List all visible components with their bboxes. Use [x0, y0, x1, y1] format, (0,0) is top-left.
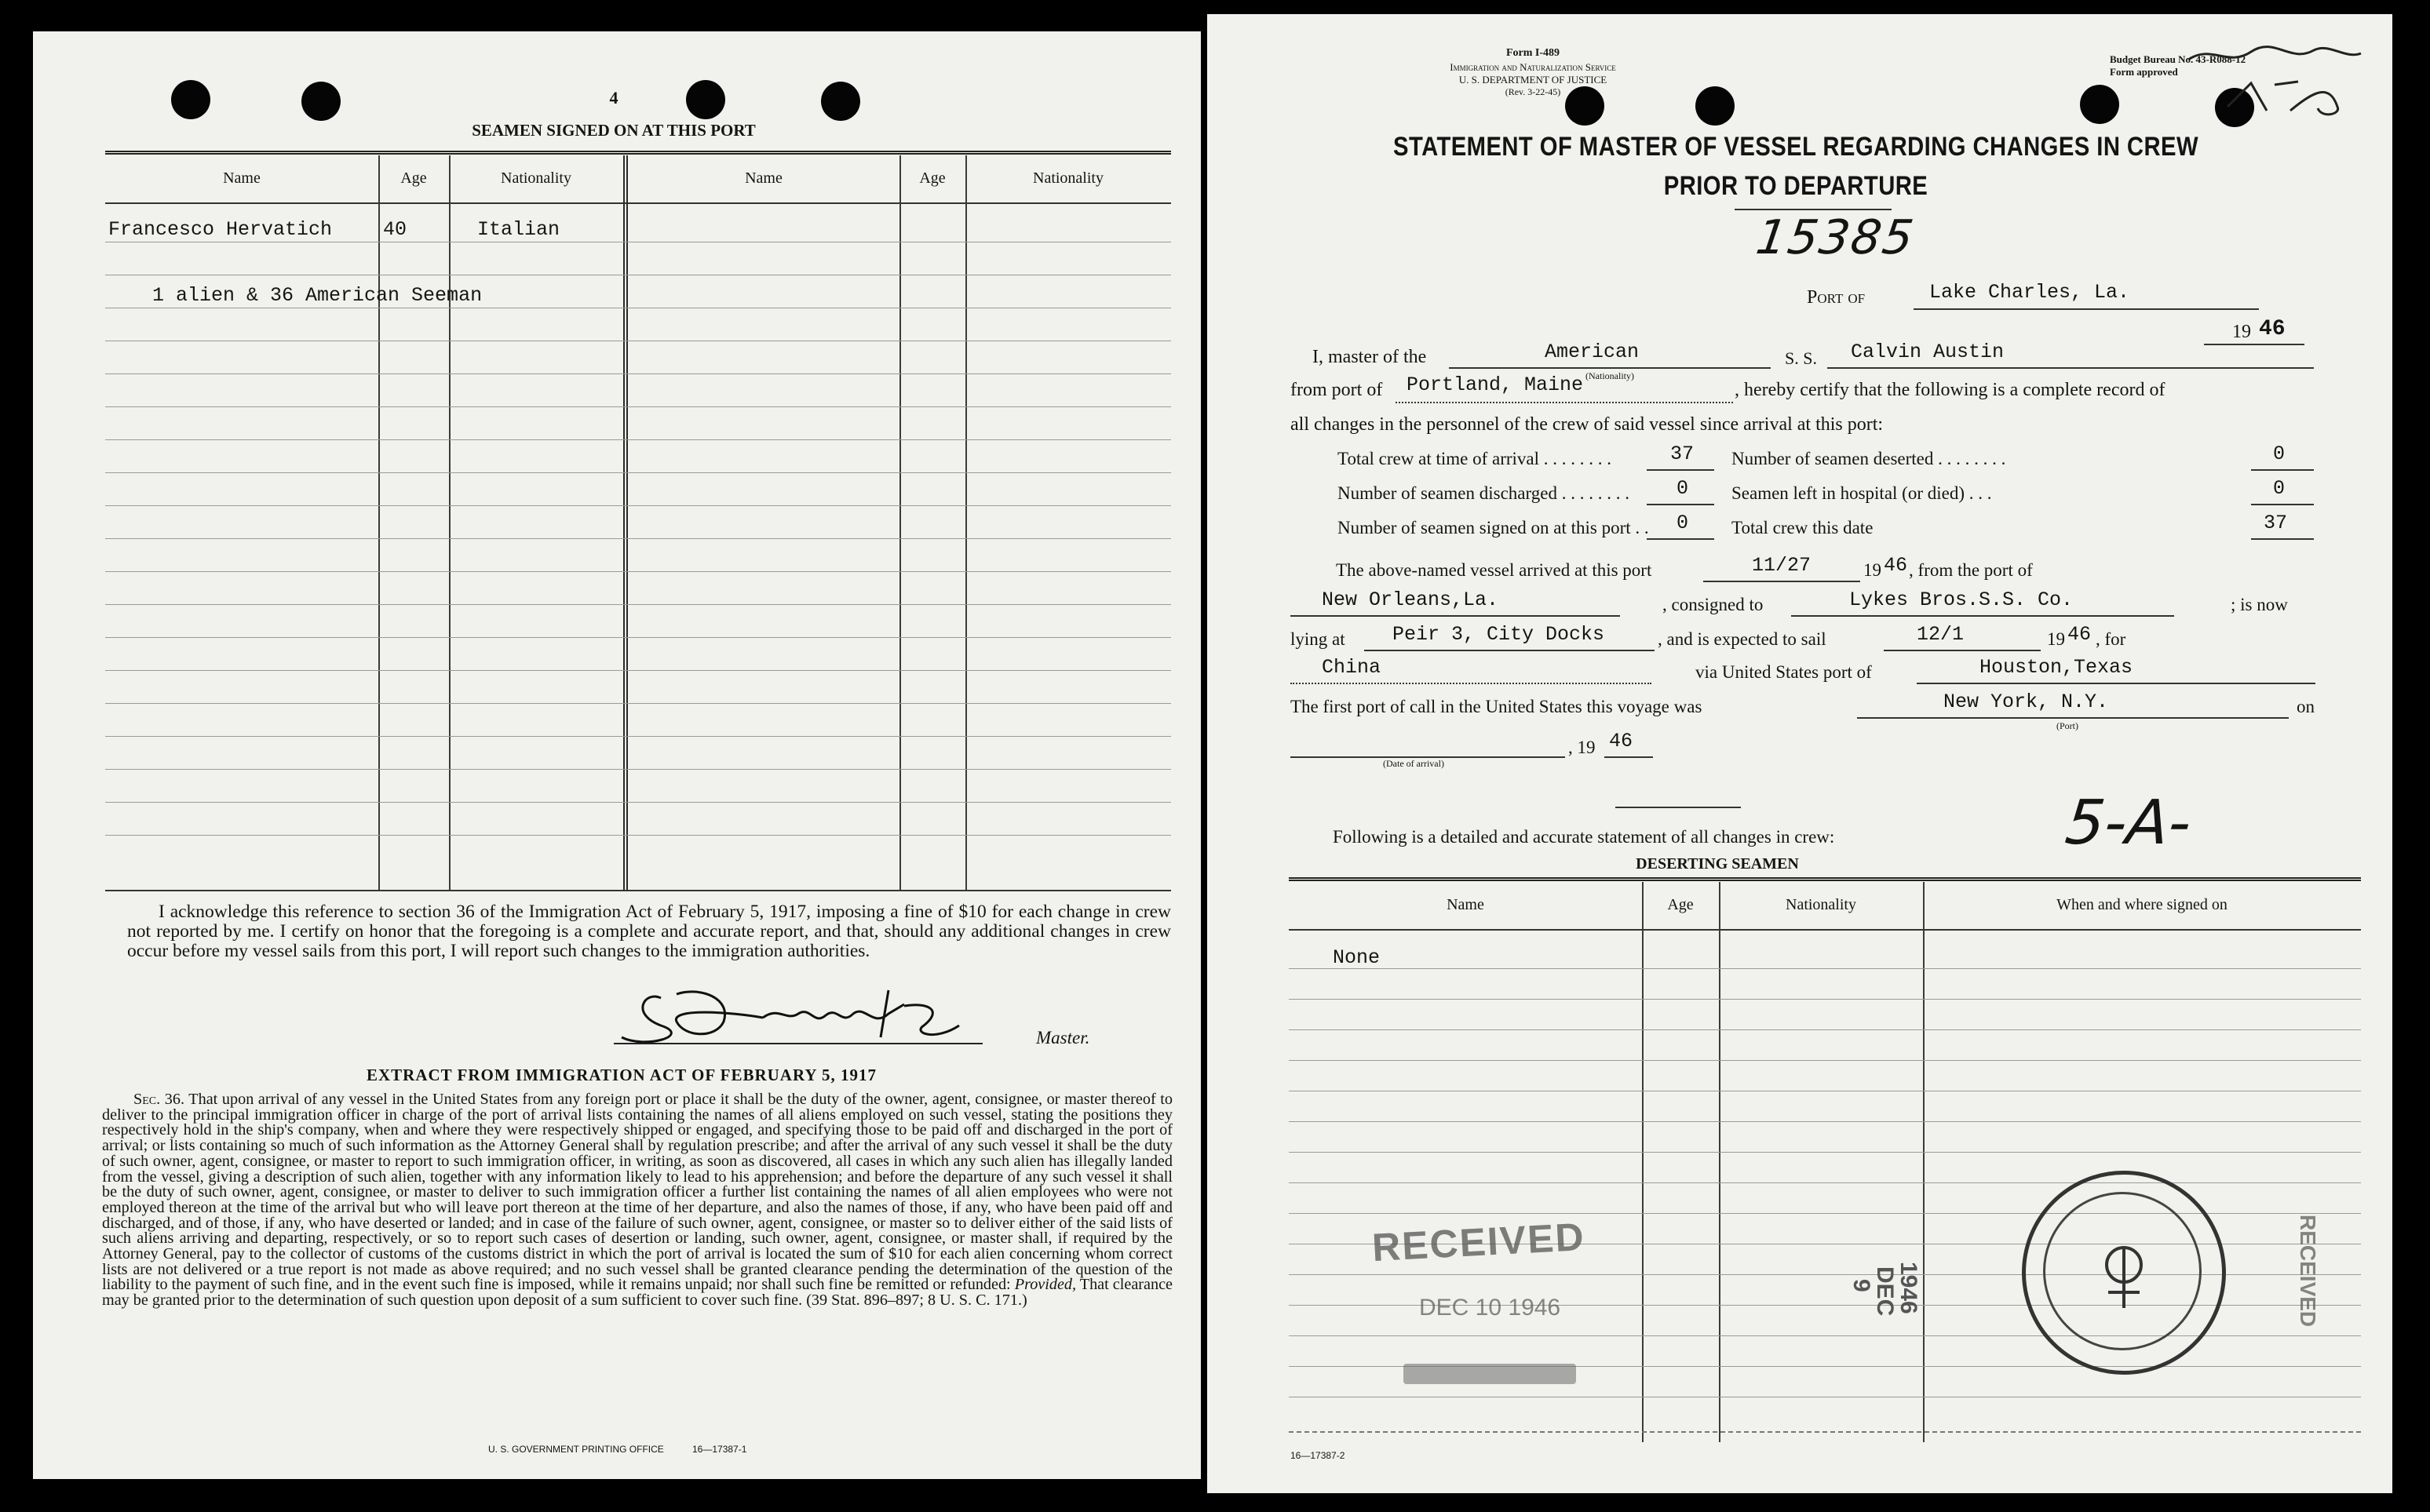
row-rule [1289, 1029, 2361, 1030]
acknowledgment: I acknowledge this reference to section 36 of the Immigration Act of February 5, 1917, imposing a fine of $10 for each change in crew not reported by me. I certify on honor that the foregoing is a complete and accurate report, and that, should any additional changes in crew occur before my vessel sails from this port, I will report such changes to the immigration authorities. [127, 902, 1171, 961]
stat-underline [1647, 469, 1714, 471]
table-header-rule [105, 202, 1171, 204]
column-divider [965, 155, 967, 890]
circular-stamp [2022, 1171, 2226, 1375]
col-header-name: Name [223, 169, 261, 187]
from-port-of-label: , from the port of [1909, 560, 2033, 580]
row-rule [105, 835, 1171, 836]
stat-underline [1647, 504, 1714, 505]
column-divider [899, 155, 901, 890]
form-subtitle: PRIOR TO DEPARTURE [1663, 171, 1928, 201]
from-port-value: Portland, Maine [1407, 373, 1584, 396]
bottom-rule [1289, 1431, 2361, 1433]
row-rule [1289, 999, 2361, 1000]
printing-office: U. S. GOVERNMENT PRINTING OFFICE [488, 1444, 664, 1455]
handwritten-code: 5-A- [2062, 788, 2195, 858]
stat-label: Total crew this date [1731, 518, 1874, 537]
seaman-name: Francesco Hervatich [108, 218, 333, 241]
stat-label: Number of seamen signed on at this port . . [1337, 518, 1649, 537]
port-value: Lake Charles, La. [1929, 281, 2130, 304]
year-prefix: 19 [2232, 322, 2251, 342]
section-rule [1615, 807, 1741, 808]
arrived-underline [1703, 581, 1860, 582]
column-divider [1642, 882, 1644, 1442]
col-header-age: Age [919, 169, 946, 187]
date-arrival-caption: (Date of arrival) [1383, 758, 1444, 769]
row-rule [105, 637, 1171, 638]
left-page [33, 31, 1201, 1479]
row-rule [105, 571, 1171, 572]
year-underline [2204, 344, 2304, 345]
punch-hole [686, 80, 725, 119]
master-label: Master. [1036, 1028, 1090, 1047]
seaman-age: 40 [383, 218, 407, 241]
consigned-label: , consigned to [1662, 595, 1764, 614]
table-bottom-rule [105, 890, 1171, 891]
column-divider [623, 155, 628, 890]
following-text: Following is a detailed and accurate statement of all changes in crew: [1333, 827, 1835, 847]
print-code: 16—17387-2 [1290, 1450, 1345, 1461]
desert-table-header-rule [1289, 929, 2361, 931]
lying-value: Peir 3, City Docks [1392, 623, 1605, 646]
arrived-date: 11/27 [1752, 554, 1812, 577]
desert-col-nationality: Nationality [1786, 896, 1856, 913]
is-now-label: ; is now [2231, 595, 2288, 614]
department: U. S. DEPARTMENT OF JUSTICE [1458, 74, 1607, 86]
stat-underline [2251, 538, 2314, 540]
stat-underline [1647, 538, 1714, 540]
row-rule [1289, 1060, 2361, 1061]
consignee-underline [1791, 615, 2174, 617]
lying-underline [1364, 650, 1655, 651]
ss-label: S. S. [1785, 348, 1817, 368]
column-divider [378, 155, 380, 890]
extract-title: EXTRACT FROM IMMIGRATION ACT OF FEBRUARY 5, 1917 [366, 1066, 878, 1084]
row-rule [105, 538, 1171, 539]
vessel-name: Calvin Austin [1851, 341, 2005, 363]
desert-col-age: Age [1667, 896, 1694, 913]
port-label: Port of [1807, 287, 1866, 308]
stat-value: 37 [2264, 512, 2288, 534]
first-port-underline [1857, 717, 2289, 719]
stat-value: 0 [1677, 512, 1689, 534]
origin-underline [1290, 615, 1620, 617]
first-year: 46 [1609, 730, 1633, 752]
row-rule [105, 703, 1171, 704]
revision: (Rev. 3-22-45) [1505, 86, 1561, 97]
desert-table-top [1289, 877, 2361, 881]
desert-col-name: Name [1447, 896, 1484, 913]
stat-label: Seamen left in hospital (or died) . . . [1731, 483, 1992, 503]
right-page [1207, 14, 2392, 1493]
col-header-nationality: Nationality [501, 169, 571, 187]
year-value: 46 [2259, 317, 2286, 341]
row-rule [105, 670, 1171, 671]
seaman-nationality: Italian [477, 218, 560, 241]
for-label: , for [2096, 629, 2126, 649]
circle-stamp-day: 9 [1848, 1279, 1874, 1292]
column-divider [449, 155, 451, 890]
nationality-underline [1449, 367, 1771, 369]
col-header-nationality: Nationality [1033, 169, 1104, 187]
stat-value: 0 [2273, 443, 2286, 465]
vessel-underline [1827, 367, 2314, 369]
stamp-smudge [1403, 1364, 1576, 1384]
origin-port: New Orleans,La. [1322, 588, 1499, 611]
form-number: Form I-489 [1505, 47, 1560, 59]
arrived-label: The above-named vessel arrived at this port [1336, 560, 1652, 580]
column-divider [1923, 882, 1925, 1442]
row-rule [105, 406, 1171, 407]
stat-label: Number of seamen deserted . . . . . . . . [1731, 449, 2006, 468]
stat-label: Number of seamen discharged . . . . . . . . [1337, 483, 1629, 503]
form-approved: Form approved [2110, 66, 2178, 78]
lying-label: lying at [1290, 629, 1345, 649]
punch-hole [821, 82, 860, 121]
expected-label: , and is expected to sail [1658, 629, 1826, 649]
sail-date: 12/1 [1917, 623, 1965, 646]
stat-value: 37 [1670, 443, 1695, 465]
master-signature [614, 982, 1022, 1053]
first-year-underline [1604, 756, 1653, 758]
received-side-stamp: RECEIVED [2296, 1215, 2320, 1328]
file-number: 15385 [1753, 210, 1918, 265]
port-underline [1914, 308, 2259, 310]
row-rule [105, 373, 1171, 374]
summary-line: 1 alien & 36 American Seeman [152, 284, 483, 307]
form-title: STATEMENT OF MASTER OF VESSEL REGARDING CHANGES IN CREW [1393, 132, 2198, 162]
first-port-label: The first port of call in the United States this voyage was [1290, 697, 1702, 716]
from-port-label: from port of [1290, 380, 1383, 400]
row-rule [105, 472, 1171, 473]
desert-entry: None [1333, 946, 1381, 969]
stat-underline [2251, 504, 2314, 505]
sail-underline [1884, 650, 2041, 651]
stat-label: Total crew at time of arrival . . . . . . . . [1337, 449, 1612, 468]
row-rule [1289, 1182, 2361, 1183]
stat-value: 0 [2273, 477, 2286, 500]
on-label: on [2297, 697, 2315, 716]
deserting-title: DESERTING SEAMEN [1636, 855, 1799, 873]
first-port-value: New York, N.Y. [1943, 690, 2109, 713]
column-divider [1719, 882, 1720, 1442]
sail-year-prefix: 19 [2047, 629, 2065, 649]
received-stamp-date: DEC 10 1946 [1419, 1295, 1561, 1321]
destination-underline [1290, 683, 1651, 684]
punch-hole [2080, 85, 2119, 124]
row-rule [105, 802, 1171, 803]
nationality-caption: (Nationality) [1585, 370, 1634, 381]
circle-stamp-year: 1946 [1895, 1262, 1921, 1314]
nationality-value: American [1545, 341, 1640, 363]
col-header-name: Name [745, 169, 783, 187]
port-caption: (Port) [2056, 720, 2078, 731]
section-title: SEAMEN SIGNED ON AT THIS PORT [472, 121, 756, 140]
via-underline [1917, 683, 2315, 684]
sail-year: 46 [2067, 623, 2092, 646]
circle-stamp-month: DEC [1872, 1266, 1898, 1317]
from-port-underline [1396, 402, 1733, 403]
punch-hole [301, 82, 341, 121]
consignee: Lykes Bros.S.S. Co. [1849, 588, 2074, 611]
destination: China [1322, 656, 1381, 679]
extract-text: Sec. 36. That upon arrival of any vessel in the United States from any foreign port or place it shall be the duty of the owner, agent, consignee, or master thereof to deliver to the principal immigration officer in charge of the port of arrival lists containing the names of all aliens employed on such vessel, stating the positions they respectively hold in the ship's company, when and where they were respectively shipped or engaged, and specifying those to be paid off and discharged in the port of arrival; or lists containing so much of such information as the Attorney General shall by regulation prescribe; and after the arrival of any such vessel it shall be the duty of such owner, agent, consignee, or master to report to such immigration officer, in writing, as soon as discovered, all cases in which any such alien has illegally landed from the vessel, giving a description of such alien, together with any information likely to lead to his apprehension; and before the departure of any such vessel it shall be the duty of such owner, agent, consignee, or master to deliver to such immigration officer a further list containing the names of all alien employees who were not employed thereon at the time of the arrival but who will leave port thereon at the time of her departure, and also the names of those, if any, who have been paid off and discharged, and of those, if any, who have deserted or landed; and in case of the failure of such owner, agent, consignee, or master so to deliver either of the said lists of such aliens arriving and departing, respectively, or so to report such cases of desertion or landing, such owner, agent, consignee, or master shall, if required by the Attorney General, pay to the collector of customs of the customs district in which the port of arrival is located the sum of $10 for each alien concerning whom correct lists are not delivered or a true report is not made as above required; and no such vessel shall be granted clearance pending the determination of the question of the liability to the payment of such fine, and in the event such fine is imposed, while it remains unpaid; nor shall such fine be remitted or refunded: Provided, That clearance may be granted prior to the determination of such question upon deposit of a sum sufficient to cover such fine. (39 Stat. 896–897; 8 U. S. C. 171.) [102, 1091, 1173, 1310]
handwritten-annotation [2180, 36, 2369, 122]
print-code: 16—17387-1 [692, 1444, 747, 1455]
table-top-rule [105, 151, 1171, 155]
row-rule [105, 769, 1171, 770]
row-rule [105, 604, 1171, 605]
stat-value: 0 [1677, 477, 1689, 500]
row-rule [105, 439, 1171, 440]
all-changes-text: all changes in the personnel of the crew of said vessel since arrival at this port: [1290, 414, 1884, 435]
certify-text: , hereby certify that the following is a complete record of [1735, 380, 2165, 400]
via-port: Houston,Texas [1979, 656, 2133, 679]
master-of-label: I, master of the [1312, 347, 1427, 367]
first-year-prefix: , 19 [1568, 738, 1596, 757]
page-number: 4 [609, 88, 618, 107]
row-rule [1289, 1121, 2361, 1122]
agency: Immigration and Naturalization Service [1450, 61, 1616, 73]
budget-bureau: Budget Bureau No. 43-R088-12 [2110, 53, 2246, 65]
arrived-year: 46 [1884, 554, 1908, 577]
row-rule [1289, 968, 2361, 969]
via-label: via United States port of [1695, 662, 1872, 682]
received-stamp: RECEIVED [1370, 1214, 1586, 1270]
row-rule [105, 736, 1171, 737]
punch-hole [171, 80, 210, 119]
stat-underline [2251, 469, 2314, 471]
arrived-year-prefix: 19 [1863, 560, 1881, 580]
row-rule [1289, 1152, 2361, 1153]
col-header-age: Age [400, 169, 427, 187]
row-rule [105, 505, 1171, 506]
desert-col-signed-on: When and where signed on [2056, 896, 2228, 913]
